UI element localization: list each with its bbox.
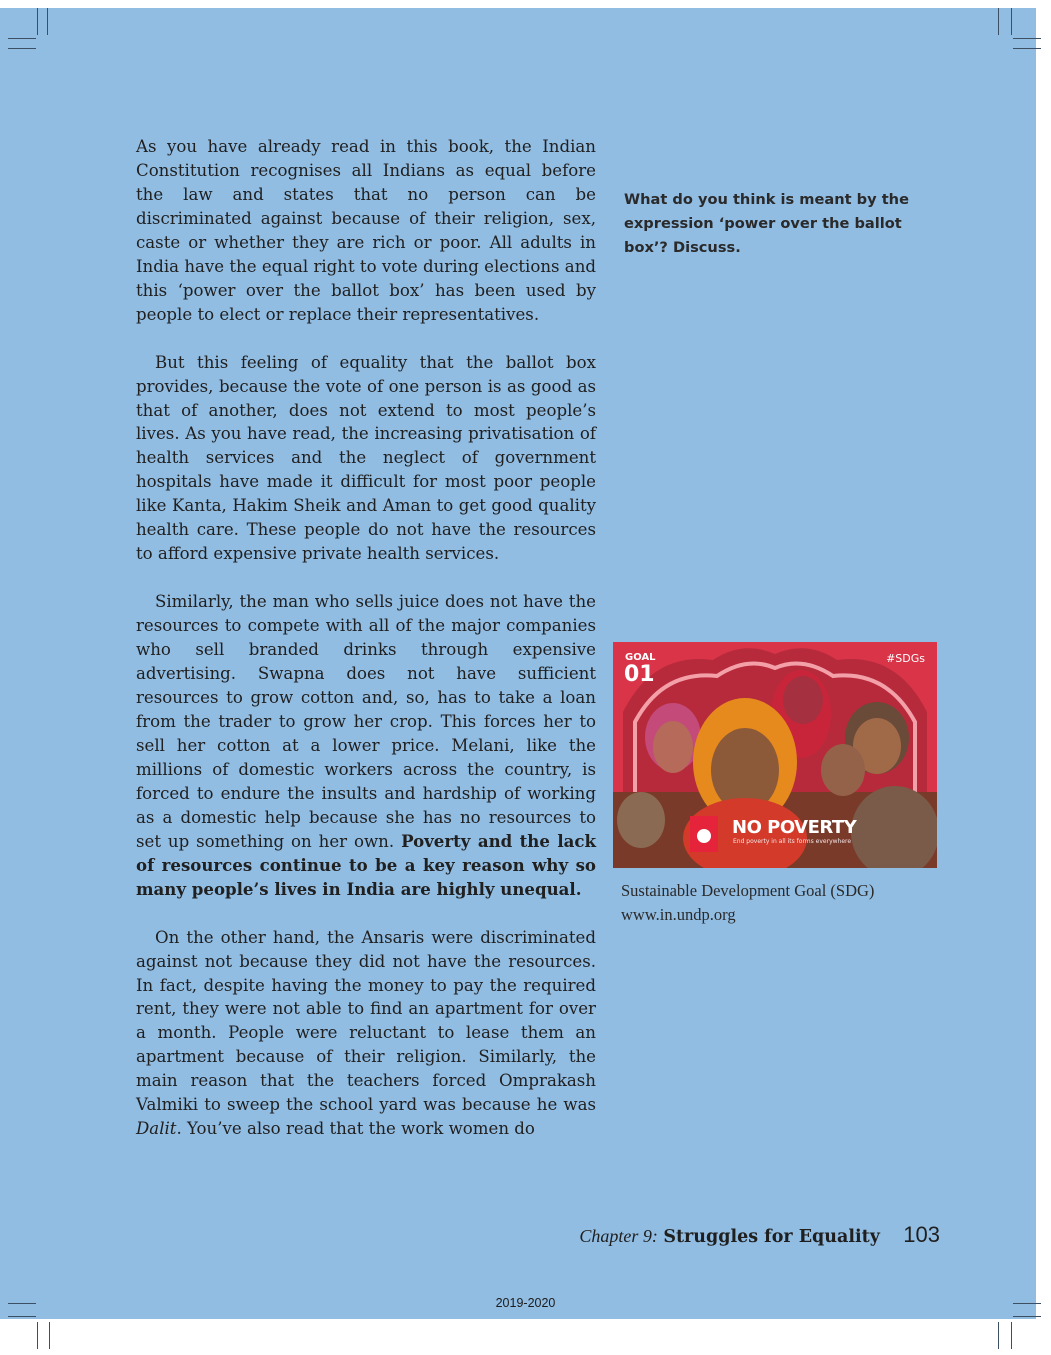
crop-mark-bottom-right [1013,1316,1041,1317]
page-footer [560,1222,940,1248]
main-text-column [136,135,596,1165]
crop-mark-bottom-left [49,1322,50,1349]
crop-mark-top-right [998,8,999,35]
paragraph-1: As you have already read in this book, the Indian Constitution recognises all Indians as equal before the law and states that no person can be discriminated against because of their religion, sex, caste or whether they are rich or poor. All adults in India have the equal right to vote during elections and this ‘power over the ballot box’ has been used by people to elect or replace their representatives. [136,137,597,324]
key-point: Poverty and the lack of resources continue to be a key reason why so many people’s lives in India are highly unequal. [136,830,596,899]
sdg-hashtag: #SDGs [886,652,925,665]
discussion-question: What do you think is meant by the expression ‘power over the ballot box’? Discuss. [624,191,909,256]
crop-mark-top-left [8,48,36,49]
crop-mark-top-left [47,8,48,35]
chapter-label: Chapter 9: [579,1226,658,1246]
crop-mark-bottom-left [8,1316,36,1317]
goal-label: GOAL [625,652,656,663]
edition-year: 2019-2020 [495,1296,556,1310]
crop-mark-bottom-right [998,1322,999,1349]
crop-mark-top-right [1011,8,1012,35]
crop-mark-top-left [37,8,38,35]
page-number: 103 [903,1222,940,1247]
paragraph-4: On the other hand, the Ansaris were discriminated against not because they did not have the resources. In fact, despite having the money to pay the required rent, they were not able to find an apartment for over a month. People were reluctant to lease them an apartment because of their religion. Similarly, the main reason that the teachers forced Omprakash Valmiki to sweep the school yard was because he was Dalit. You’ve also read that the work women do [136,927,596,1139]
paragraph-3: Similarly, the man who sells juice does not have the resources to compete with all of the major companies who sell branded drinks through expensive advertising. Swapna does not have sufficient resources to grow cotton and, so, has to take a loan from the trader to grow her crop. This forces her to sell her cotton at a lower price. Melani, like the millions of domestic workers across the country, is forced to endure the insults and hardship of working as a domestic help because she has no resources to set up something on her own. Poverty and the lack of resources continue to be a key reason why so many people’s lives in India are highly unequal. [136,592,596,899]
crop-mark-top-right [1013,48,1041,49]
crop-mark-top-right [1013,38,1041,39]
paragraph-2: But this feeling of equality that the ballot box provides, because the vote of one person is as good as that of another, does not extend to most people’s lives. As you have read, the increasing privatisation of health services and the neglect of government hospitals have made it difficult for most poor people like Kanta, Hakim Sheik and Aman to get good quality health care. These people do not have the resources to afford expensive private health services. [136,352,596,564]
image-caption [621,879,941,927]
sdg-poster-image [613,642,937,868]
crop-mark-bottom-right [1011,1322,1012,1349]
no-poverty-subtitle: End poverty in all its forms everywhere [733,838,852,845]
caption-title: Sustainable Development Goal (SDG) [621,881,875,900]
caption-source: www.in.undp.org [621,905,736,924]
chapter-title: Struggles for Equality [663,1227,880,1247]
crop-mark-top-left [8,38,36,39]
no-poverty-title: NO POVERTY [732,817,857,838]
goal-number: 01 [624,662,655,687]
crop-mark-bottom-left [37,1322,38,1349]
